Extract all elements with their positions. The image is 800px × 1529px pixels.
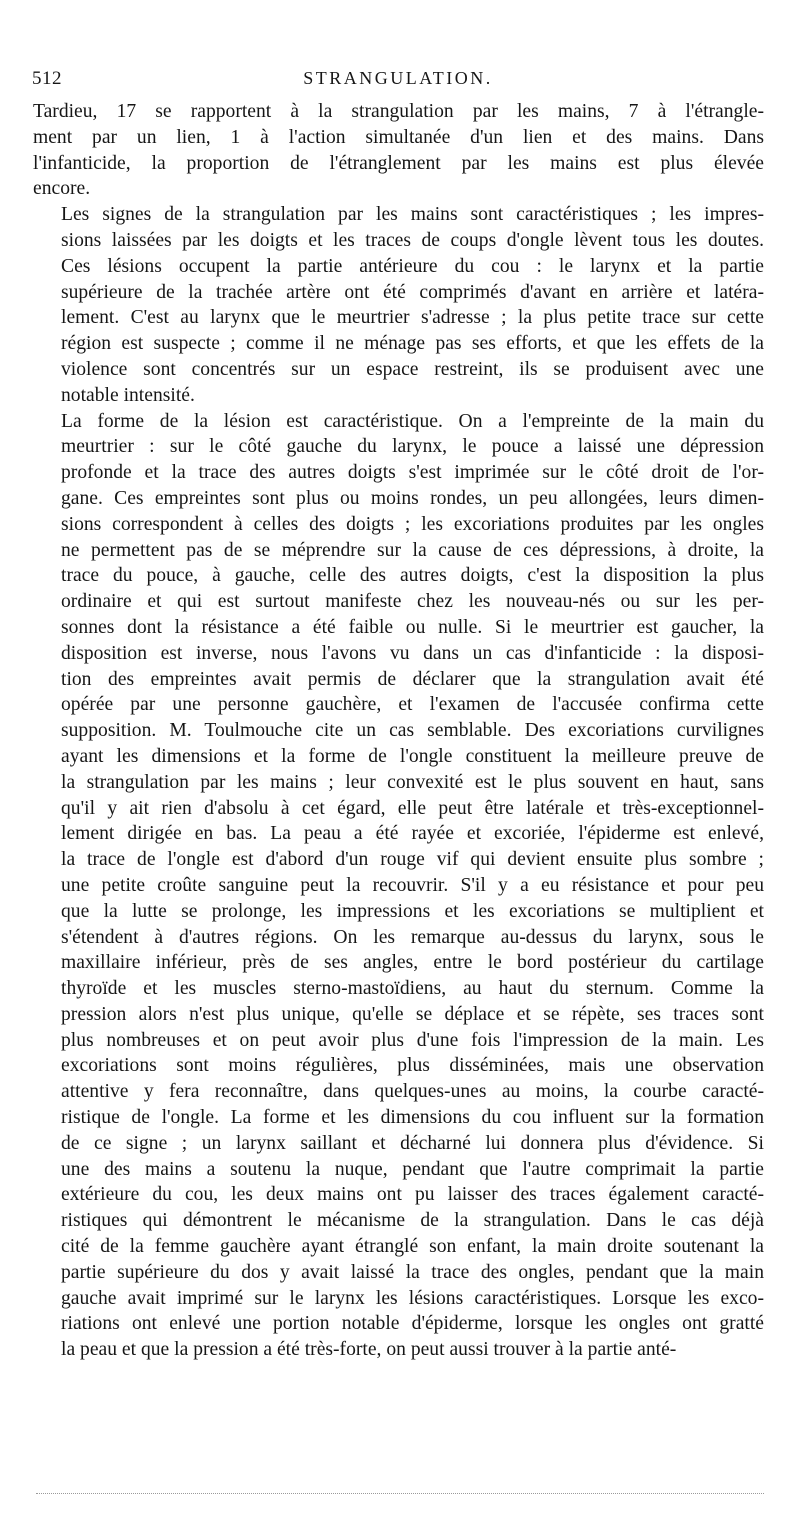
paragraph-signs bbox=[33, 202, 764, 408]
text-line: l'infanticide, la proportion de l'étranglement par les mains est plus élevée bbox=[33, 152, 764, 174]
text-line: ne permettent pas de se méprendre sur la cause de ces dépressions, à droite, la bbox=[61, 539, 764, 561]
text-line: thyroïde et les muscles sterno-mastoïdiens, au haut du sternum. Comme la bbox=[61, 978, 764, 1000]
text-line: violence sont concentrés sur un espace restreint, ils se produisent avec une bbox=[61, 358, 764, 380]
text-line: ristiques qui démontrent le mécanisme de la strangulation. Dans le cas déjà bbox=[61, 1210, 764, 1232]
text-line: qu'il y ait rien d'absolu à cet égard, elle peut être latérale et très-exceptionnel- bbox=[61, 797, 764, 819]
text-line: trace du pouce, à gauche, celle des autres doigts, c'est la disposition la plus bbox=[61, 565, 764, 587]
text-line: de ce signe ; un larynx saillant et décharné lui donnera plus d'évidence. Si bbox=[61, 1132, 764, 1154]
text-line: meurtrier : sur le côté gauche du larynx, le pouce a laissé une dépression bbox=[61, 436, 764, 458]
text-line: la peau et que la pression a été très-forte, on peut aussi trouver à la partie anté- bbox=[61, 1339, 677, 1361]
text-line: lement dirigée en bas. La peau a été rayée et excoriée, l'épiderme est enlevé, bbox=[61, 823, 764, 845]
text-line: maxillaire inférieur, près de ses angles, entre le bord postérieur du cartilage bbox=[61, 952, 764, 974]
text-line: extérieure du cou, les deux mains ont pu laisser des traces également caracté- bbox=[61, 1184, 764, 1206]
text-line: plus nombreuses et on peut avoir plus d'une fois l'impression de la main. Les bbox=[61, 1029, 764, 1051]
text-line: opérée par une personne gauchère, et l'examen de l'accusée confirma cette bbox=[61, 694, 764, 716]
text-line: que la lutte se prolonge, les impressions et les excoriations se multiplient et bbox=[61, 900, 764, 922]
text-line: ristique de l'ongle. La forme et les dimensions du cou influent sur la formation bbox=[61, 1107, 764, 1129]
text-line: une des mains a soutenu la nuque, pendant que l'autre comprimait la partie bbox=[61, 1158, 764, 1180]
text-line: pression alors n'est plus unique, qu'elle se déplace et se répète, ses traces sont bbox=[61, 1003, 764, 1025]
text-line: excoriations sont moins régulières, plus disséminées, mais une observation bbox=[61, 1055, 764, 1077]
text-line: lement. C'est au larynx que le meurtrier s'adresse ; la plus petite trace sur cette bbox=[61, 307, 764, 329]
text-line: s'étendent à d'autres régions. On les remarque au-dessus du larynx, sous le bbox=[61, 926, 764, 948]
text-line: profonde et la trace des autres doigts s'est imprimée sur le côté droit de l'or- bbox=[61, 462, 764, 484]
bottom-rule bbox=[36, 1493, 764, 1494]
text-line: la strangulation par les mains ; leur convexité est le plus souvent en haut, sans bbox=[61, 771, 764, 793]
text-line: une petite croûte sanguine peut la recouvrir. S'il y a eu résistance et pour peu bbox=[61, 874, 764, 896]
text-line: disposition est inverse, nous l'avons vu dans un cas d'infanticide : la disposi- bbox=[61, 642, 764, 664]
text-line: Ces lésions occupent la partie antérieure du cou : le larynx et la partie bbox=[61, 255, 764, 277]
text-line: la trace de l'ongle est d'abord d'un rouge vif qui devient ensuite plus sombre ; bbox=[61, 849, 764, 871]
paragraph-lesion-form bbox=[33, 409, 764, 1363]
text-line: sions correspondent à celles des doigts ; les excoriations produites par les ongles bbox=[61, 513, 764, 535]
text-line: tion des empreintes avait permis de déclarer que la strangulation avait été bbox=[61, 668, 764, 690]
text-line: Tardieu, 17 se rapportent à la strangulation par les mains, 7 à l'étrangle- bbox=[33, 101, 764, 122]
text-line: ordinaire et qui est surtout manifeste chez les nouveau-nés ou sur les per- bbox=[61, 591, 764, 613]
text-line: sonnes dont la résistance a été faible ou nulle. Si le meurtrier est gaucher, la bbox=[61, 616, 764, 638]
text-line: encore. bbox=[33, 178, 91, 200]
text-line: partie supérieure du dos y avait laissé la trace des ongles, pendant que la main bbox=[61, 1261, 764, 1283]
running-title: STRANGULATION. bbox=[303, 68, 493, 88]
body-text bbox=[33, 99, 764, 1363]
text-line: cité de la femme gauchère ayant étranglé son enfant, la main droite soutenant la bbox=[61, 1236, 764, 1258]
page-number: 512 bbox=[32, 68, 62, 89]
text-line: gauche avait imprimé sur le larynx les lésions caractéristiques. Lorsque les exco- bbox=[61, 1287, 764, 1309]
text-line: riations ont enlevé une portion notable d'épiderme, lorsque les ongles ont gratté bbox=[61, 1313, 764, 1335]
running-head bbox=[32, 68, 764, 92]
text-line: ment par un lien, 1 à l'action simultanée d'un lien et des mains. Dans bbox=[33, 126, 764, 148]
text-line: sions laissées par les doigts et les traces de coups d'ongle lèvent tous les doutes. bbox=[61, 229, 764, 251]
text-line: ayant les dimensions et la forme de l'ongle constituent la meilleure preuve de bbox=[61, 745, 764, 767]
text-line: supposition. M. Toulmouche cite un cas semblable. Des excoriations curvilignes bbox=[61, 720, 764, 742]
text-line: région est suspecte ; comme il ne ménage pas ses efforts, et que les effets de la bbox=[61, 333, 764, 355]
text-line: Les signes de la strangulation par les mains sont caractéristiques ; les impres- bbox=[61, 204, 764, 226]
text-line: La forme de la lésion est caractéristique. On a l'empreinte de la main du bbox=[61, 410, 764, 432]
paragraph-continuation bbox=[33, 99, 764, 202]
text-line: supérieure de la trachée artère ont été comprimés d'avant en arrière et latéra- bbox=[61, 281, 764, 303]
text-line: notable intensité. bbox=[61, 384, 195, 406]
text-line: gane. Ces empreintes sont plus ou moins rondes, un peu allongées, leurs dimen- bbox=[61, 487, 764, 509]
text-line: attentive y fera reconnaître, dans quelques-unes au moins, la courbe caracté- bbox=[61, 1081, 764, 1103]
